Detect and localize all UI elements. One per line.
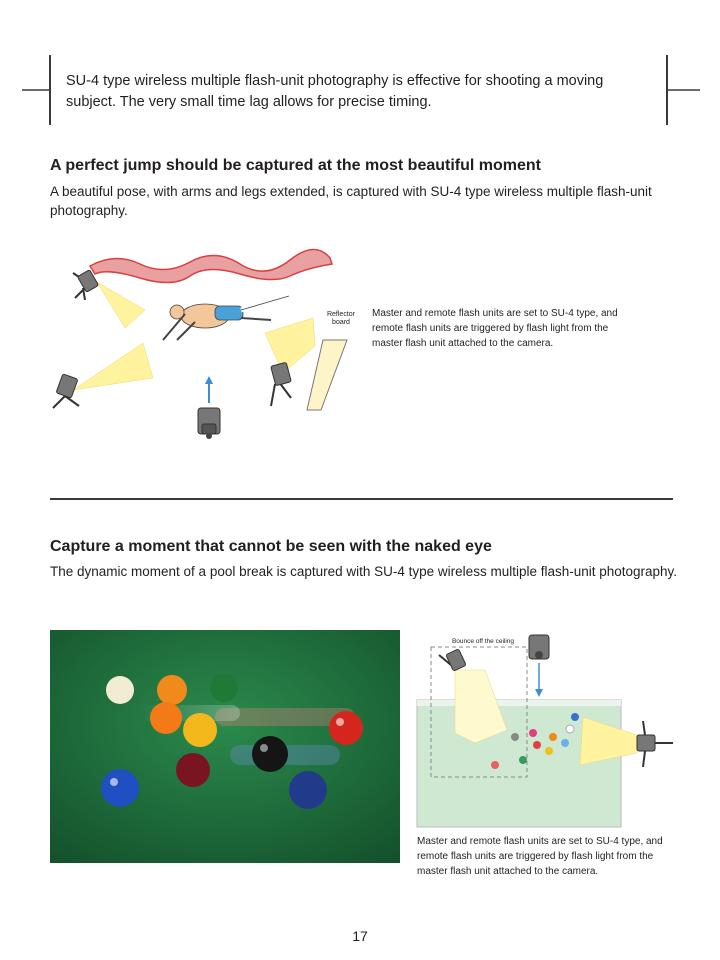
section2-heading: Capture a moment that cannot be seen with the naked eye: [50, 538, 492, 555]
diagram-ball: [533, 741, 541, 749]
diagram-flash-icon-left: [439, 649, 466, 671]
section1-heading: A perfect jump should be captured at the most beautiful moment: [50, 157, 542, 174]
light-cone-top: [97, 282, 145, 328]
remote-flash-icon-right: [271, 362, 292, 406]
section2-caption: Master and remote flash units are set to SU-4 type, and remote flash units are triggered by flash light from the master flash unit attached to the camera.: [417, 836, 663, 877]
remote-flash-icon-left: [53, 374, 79, 408]
ball-black: [252, 736, 288, 772]
diagram-ball: [519, 756, 527, 764]
ball-red: [329, 711, 363, 745]
pool-break-photo: [50, 630, 400, 863]
ball-green: [210, 674, 238, 702]
ball-blue-right: [289, 771, 327, 809]
jump-diagram: [45, 248, 365, 453]
diagram-flash-icon-right: [637, 721, 673, 767]
diagram-ball: [491, 761, 499, 769]
section1-caption: Master and remote flash units are set to SU-4 type, and remote flash units are triggered by flash light from the master flash unit attached to the camera.: [372, 308, 618, 349]
ceiling-label: Bounce off the ceiling: [451, 638, 515, 645]
master-camera-icon: [198, 376, 220, 439]
ball-maroon: [176, 753, 210, 787]
ball-orange-stripe: [150, 702, 182, 734]
ball-cue: [106, 676, 134, 704]
diagram-ball: [561, 739, 569, 747]
curtain-shape: [90, 249, 332, 282]
page-number: 17: [352, 928, 368, 944]
pool-diagram: [415, 625, 685, 830]
reflector-label: Reflector board: [326, 311, 355, 326]
section1-body: A beautiful pose, with arms and legs extended, is captured with SU-4 type wireless multiple flash-unit photography.: [50, 184, 652, 218]
diagram-ball: [511, 733, 519, 741]
light-cone-right: [265, 318, 315, 373]
diagram-ball: [566, 725, 574, 733]
intro-text: SU-4 type wireless multiple flash-unit photography is effective for shooting a moving subject. The very small time lag allows for precise timing.: [66, 73, 604, 110]
ball-orange: [157, 675, 187, 705]
section2-body: The dynamic moment of a pool break is captured with SU-4 type wireless multiple flash-unit photography.: [50, 564, 678, 579]
ball-blue-left: [101, 769, 139, 807]
ball-yellow: [183, 713, 217, 747]
section-divider: [50, 498, 673, 500]
light-cone-left: [73, 343, 153, 390]
diagram-ball: [545, 747, 553, 755]
crop-marks: [0, 0, 720, 140]
diagram-ball: [549, 733, 557, 741]
diagram-camera-icon: [529, 635, 549, 697]
reflector-board: [307, 340, 347, 410]
diagram-ball: [529, 729, 537, 737]
diagram-ball: [571, 713, 579, 721]
